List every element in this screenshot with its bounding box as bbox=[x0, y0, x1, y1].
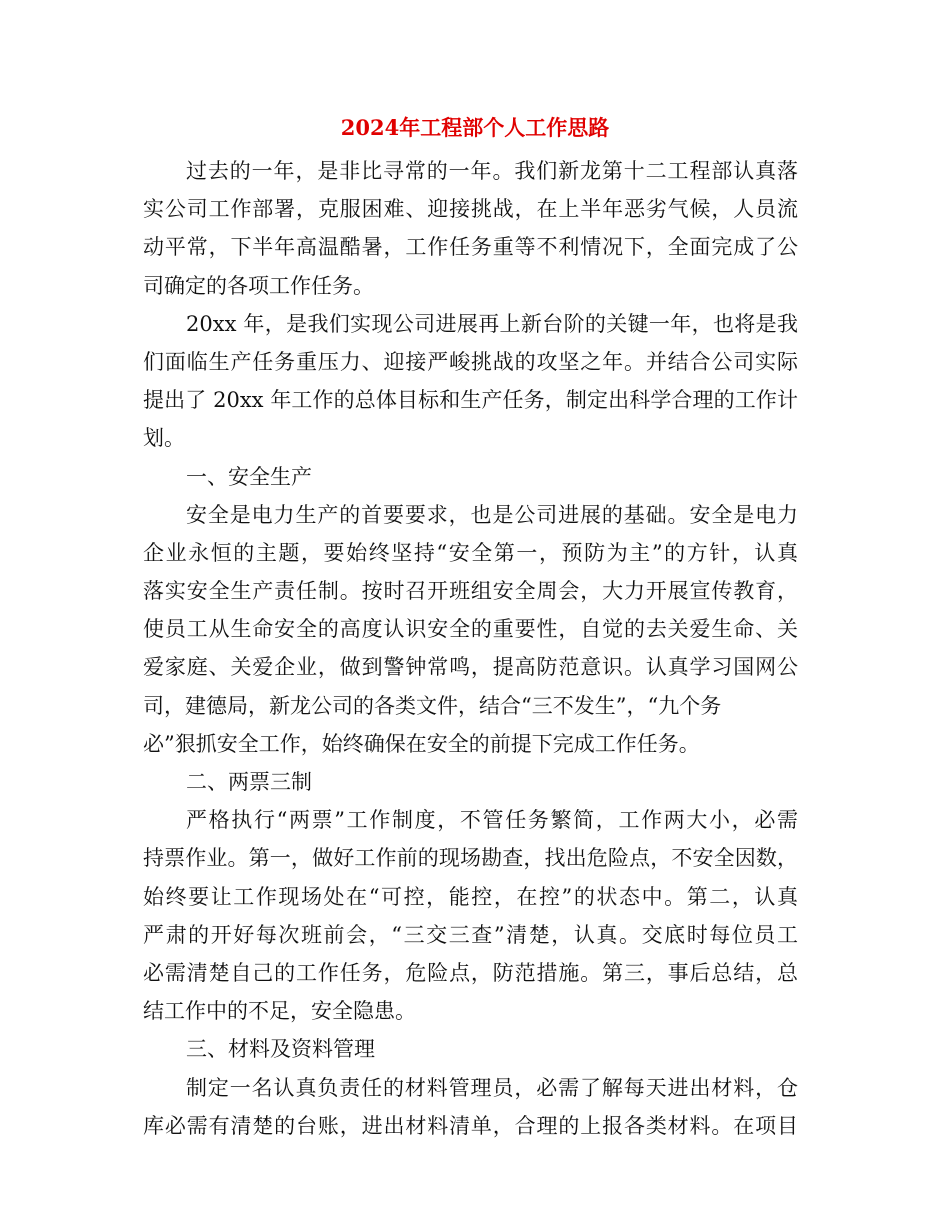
section-heading: 一、安全生产 bbox=[186, 464, 312, 489]
paragraph-line: 必需清楚自己的工作任务，危险点，防范措施。第三，事后总结，总 bbox=[143, 960, 798, 985]
section-heading: 三、材料及资料管理 bbox=[186, 1037, 375, 1062]
paragraph-line: 司确定的各项工作任务。 bbox=[143, 273, 374, 298]
paragraph-line: 严格执行“两票”工作制度，不管任务繁简，工作两大小，必需 bbox=[186, 808, 798, 833]
paragraph-line: 实公司工作部署，克服困难、迎接挑战，在上半年恶劣气候，人员流 bbox=[143, 197, 798, 222]
paragraph-line: 持票作业。第一，做好工作前的现场勘查，找出危险点，不安全因数， bbox=[143, 846, 798, 871]
paragraph-line: 过去的一年，是非比寻常的一年。我们新龙第十二工程部认真落 bbox=[186, 159, 798, 183]
paragraph-line: 始终要让工作现场处在“可控，能控，在控”的状态中。第二，认真 bbox=[143, 884, 798, 909]
paragraph-line: 落实安全生产责任制。按时召开班组安全周会，大力开展宣传教育， bbox=[143, 579, 798, 604]
paragraph-line: 划。 bbox=[143, 426, 185, 451]
paragraph-line: 结工作中的不足，安全隐患。 bbox=[143, 999, 416, 1024]
paragraph-line: 必”狠抓安全工作，始终确保在安全的前提下完成工作任务。 bbox=[143, 731, 700, 756]
paragraph-line: 企业永恒的主题，要始终坚持“安全第一，预防为主”的方针，认真 bbox=[143, 540, 798, 565]
paragraph-line: 使员工从生命安全的高度认识安全的重要性，自觉的去关爱生命、关 bbox=[143, 617, 798, 642]
document-body bbox=[143, 152, 798, 1145]
paragraph-line: 安全是电力生产的首要要求，也是公司进展的基础。安全是电力 bbox=[186, 502, 798, 527]
paragraph-line: 制定一名认真负责任的材料管理员，必需了解每天进出材料，仓 bbox=[186, 1075, 798, 1100]
paragraph-line: 严肃的开好每次班前会，“三交三查”清楚，认真。交底时每位员工 bbox=[143, 922, 798, 947]
document-title: 2024年工程部个人工作思路 bbox=[340, 115, 610, 140]
paragraph-line: 提出了 20xx 年工作的总体目标和生产任务，制定出科学合理的工作计 bbox=[143, 388, 798, 413]
paragraph-line: 库必需有清楚的台账，进出材料清单，合理的上报各类材料。在项目 bbox=[143, 1113, 798, 1138]
paragraph-line: 爱家庭、关爱企业，做到警钟常鸣，提高防范意识。认真学习国网公 bbox=[143, 655, 798, 680]
section-heading: 二、两票三制 bbox=[186, 770, 312, 794]
paragraph-line: 司，建德局，新龙公司的各类文件，结合“三不发生”，“九个务 bbox=[143, 693, 722, 718]
paragraph-line: 们面临生产任务重压力、迎接严峻挑战的攻坚之年。并结合公司实际 bbox=[143, 349, 798, 374]
paragraph-line: 20xx 年，是我们实现公司进展再上新台阶的关键一年，也将是我 bbox=[186, 311, 798, 336]
paragraph-line: 动平常，下半年高温酷暑，工作任务重等不利情况下，全面完成了公 bbox=[143, 235, 798, 260]
